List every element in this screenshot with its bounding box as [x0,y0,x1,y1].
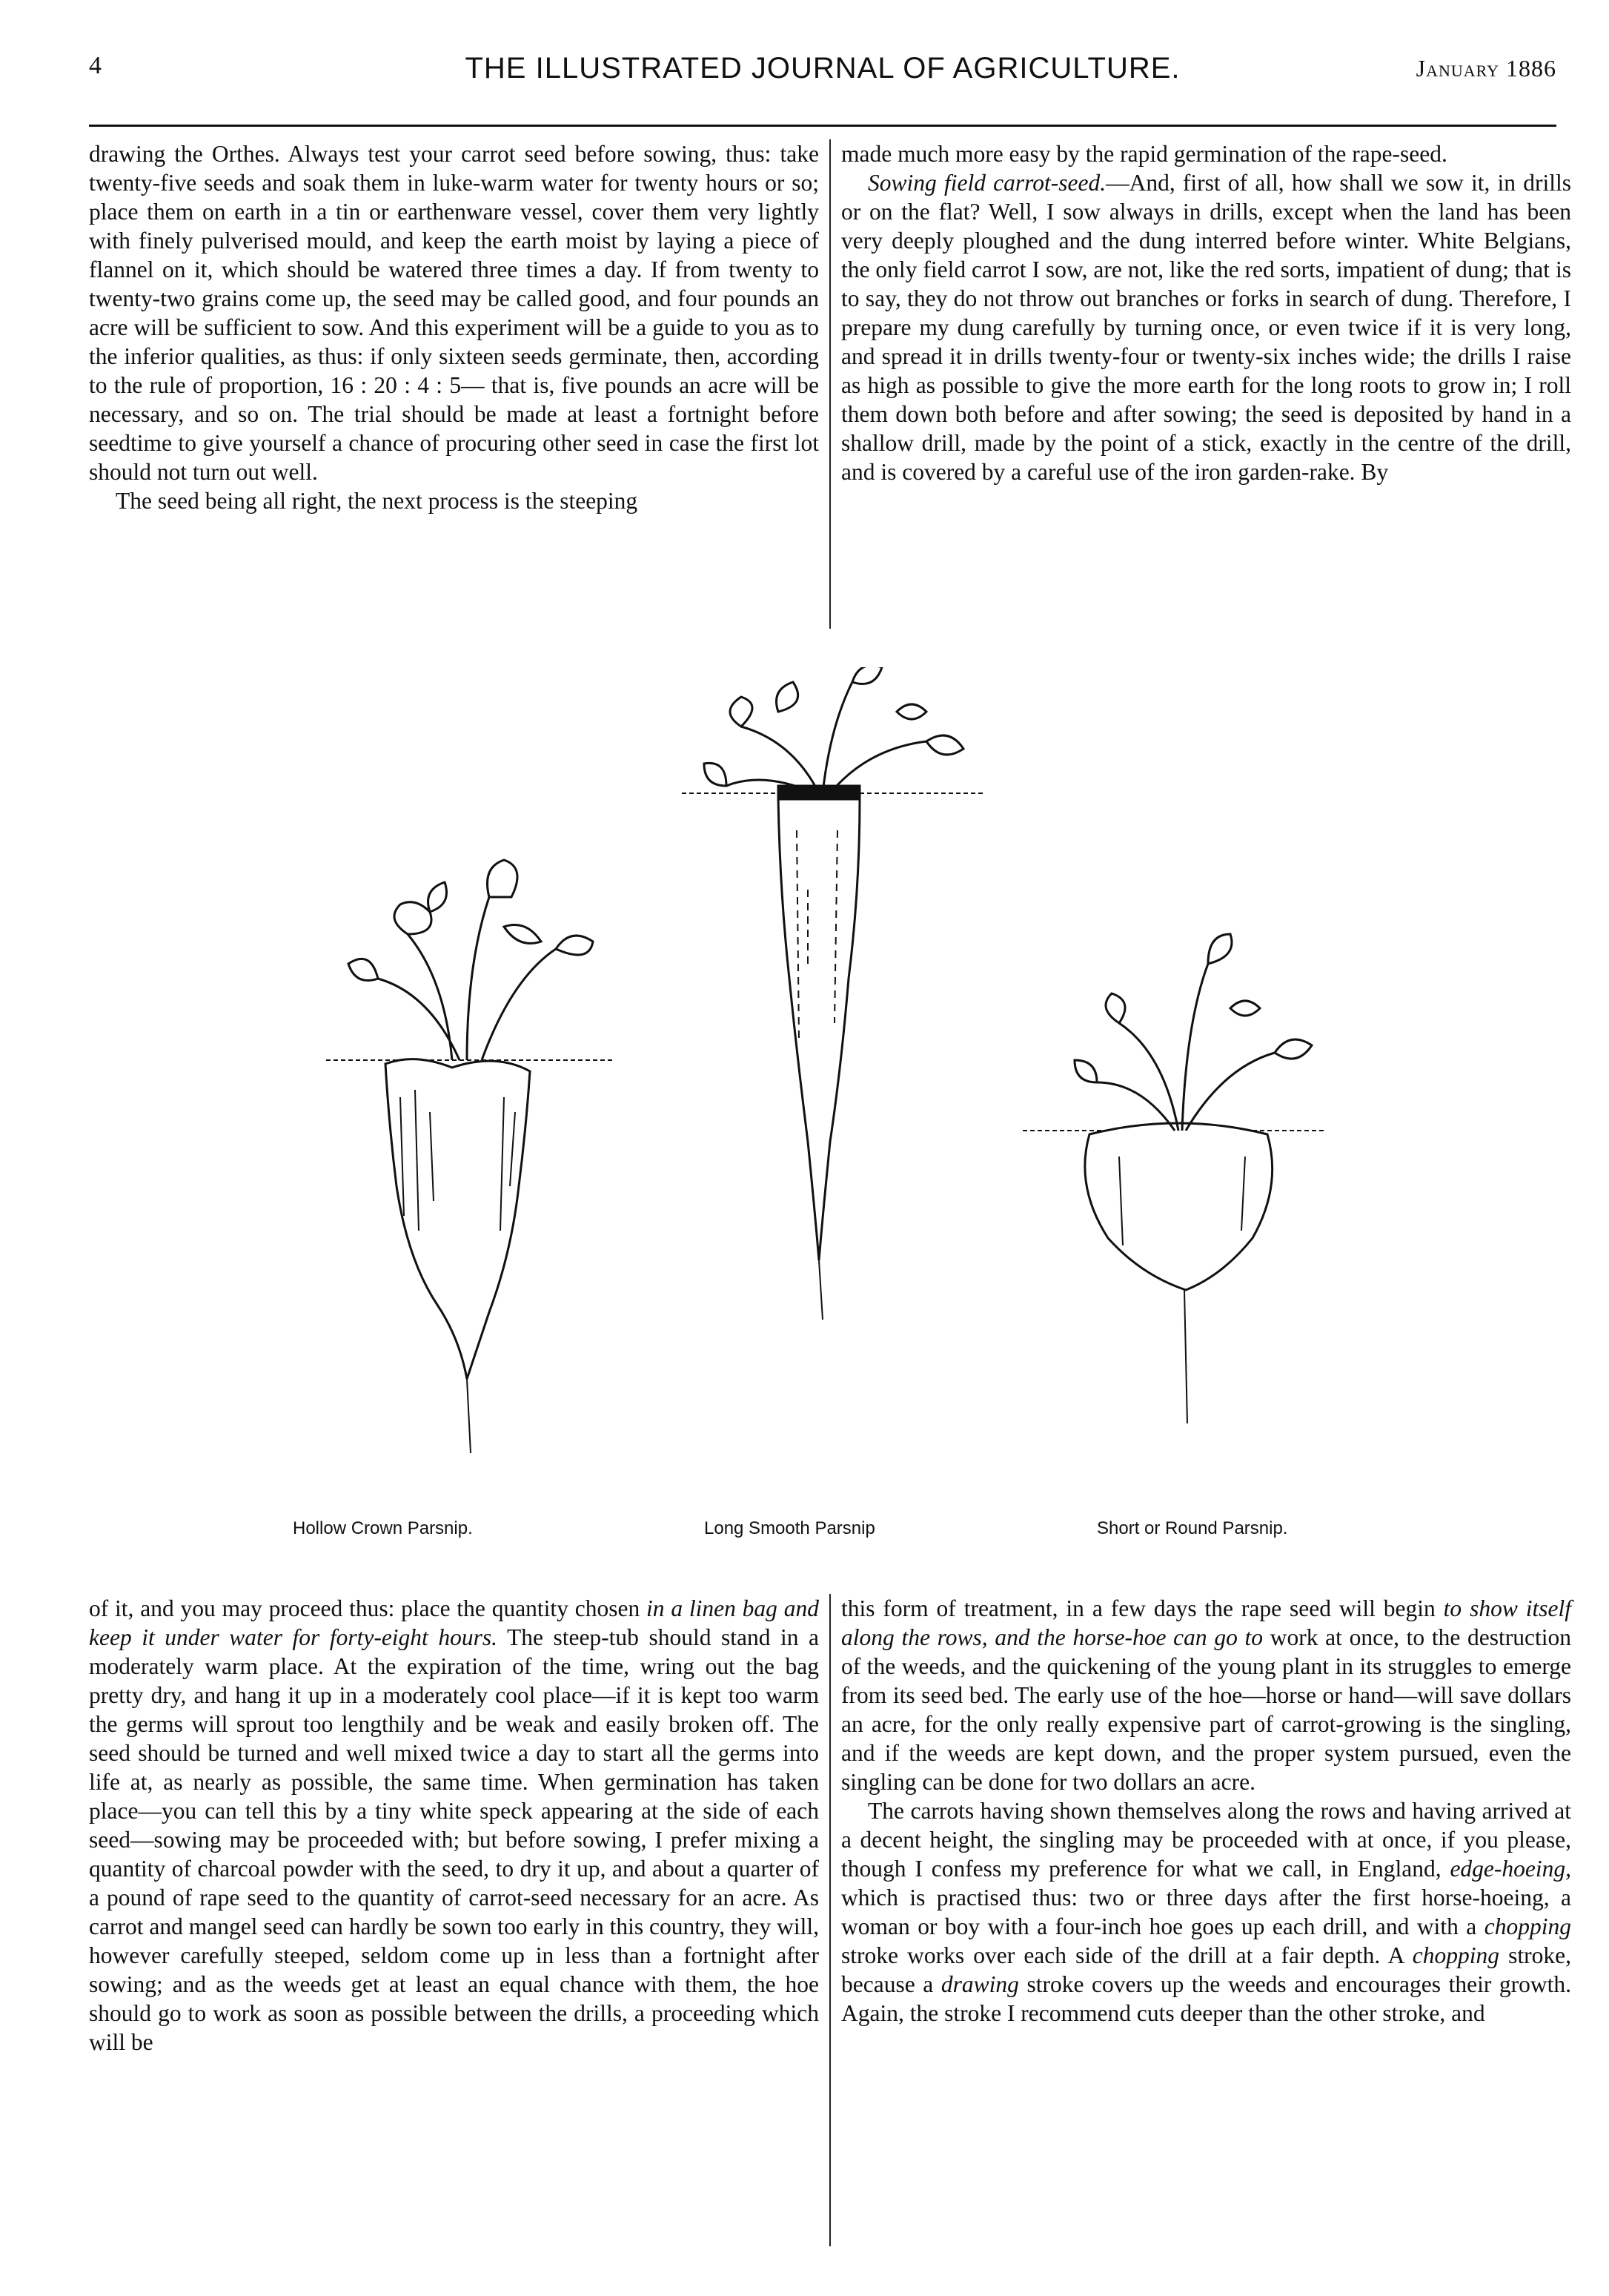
bottom-right-column [841,1594,1571,2028]
column-divider [829,1594,831,2246]
top-right-column [841,139,1571,486]
paragraph-text: which is practised thus: two or three days after the first horse-hoeing, a woman or boy with a four-inch hoe goes up each drill, and with a [841,1885,1571,1939]
caption-short-round: Short or Round Parsnip. [1097,1518,1288,1538]
short-round-parsnip-illustration [1023,934,1327,1423]
italic-text: edge-hoeing, [1450,1856,1571,1882]
paragraph [841,1796,1571,2028]
bottom-left-column [89,1594,819,2057]
italic-text: drawing [940,1971,1019,1997]
section-heading: Sowing field carrot-seed. [868,170,1107,196]
italic-text: in a linen bag and keep it under water for forty-eight hours. [89,1595,819,1650]
journal-title: THE ILLUSTRATED JOURNAL OF AGRICULTURE. [465,52,1181,85]
paragraph-text: work at once, to the destruction of the weeds, and the quickening of the young plant in its struggles to emerge from its seed bed. The early use of the hoe—horse or hand—will save dollars an acre, for the only really expensive part of carrot-growing is the singling, and if the weeds are kept down, and the proper system pursued, even the singling can be done for two dollars an acre. [841,1624,1572,1795]
paragraph-text: stroke works over each side of the drill at a fair depth. A [841,1942,1404,1968]
page-header [89,52,1556,96]
paragraph-text: —And, first of all, how shall we sow it, in drills or on the flat? Well, I sow always in drills, except when the land has been very deeply ploughed and the dung interred before winter. White Belgians, the only field carrot I sow, are not, like the red sorts, impatient of dung; that is to say, they do not throw out branches or forks in search of dung. Therefore, I prepare my dung carefully by turning once, or even twice if it is very long, and spread it in drills twenty-four or twenty-six inches wide; the drills I raise as high as possible to give the more earth for the long roots to grow in; I roll them down both before and after sowing; the seed is deposited by hand in a shallow drill, made by the point of a stick, exactly in the centre of the drill, and is covered by a careful use of the iron garden-rake. By [841,170,1572,485]
paragraph [89,1594,819,2057]
paragraph [841,168,1571,486]
italic-text: to show itself along the rows, and the horse-hoe can go to [841,1595,1571,1650]
hollow-crown-parsnip-illustration [326,860,615,1453]
paragraph-text: The carrots having shown themselves along the rows and having arrived at a decent height, the singling may be proceeded with at once, if you please, though I confess my preference for what we call, in England, [841,1798,1571,1882]
paragraph [841,1594,1571,1796]
italic-text: chopping [1484,1913,1571,1939]
paragraph-text: stroke covers up the weeds and encourages their growth. Again, the stroke I recommend cuts deeper than the other stroke, and [841,1971,1572,2026]
paragraph-text: stroke, because a [841,1942,1571,1997]
paragraph: drawing the Orthes. Always test your carrot seed before sowing, thus: take twenty-five seeds and soak them in luke-warm water for twenty hours or so; place them on earth in a tin or earthenware vessel, cover them very lightly with finely pulverised mould, and keep the earth moist by laying a piece of flannel on it, which should be watered three times a day. If from twenty to twenty-two grains come up, the seed may be called good, and four pounds an acre will be sufficient to sow. And this experiment will be a guide to you as to the inferior qualities, as thus: if only sixteen seeds germinate, then, according to the rule of proportion, 16 : 20 : 4 : 5— that is, five pounds an acre will be necessary, and so on. The trial should be made at least a fortnight before seedtime to give yourself a chance of procuring other seed in case the first lot should not turn out well. [89,141,819,485]
paragraph: The seed being all right, the next process is the steeping [116,488,638,514]
caption-long-smooth: Long Smooth Parsnip [704,1518,875,1538]
paragraph-text: this form of treatment, in a few days the rape seed will begin [841,1595,1436,1621]
long-smooth-parsnip-illustration [682,667,986,1320]
page-number: 4 [89,52,102,79]
caption-hollow-crown: Hollow Crown Parsnip. [293,1518,473,1538]
column-divider [829,139,831,629]
italic-text: chopping [1412,1942,1500,1968]
issue-date: January 1886 [1416,55,1556,82]
paragraph: made much more easy by the rapid germination of the rape-seed. [841,141,1447,167]
parsnip-illustrations [245,667,1379,1542]
paragraph-text: of it, and you may proceed thus: place the quantity chosen [89,1595,640,1621]
paragraph-text: The steep-tub should stand in a moderately warm place. At the expiration of the time, wring out the bag pretty dry, and hang it up in a moderately cool place—if it is kept too warm the germs will sprout too lengthily and be weak and easily broken off. The seed should be turned and well mixed twice a day to start all the germs into life at, as nearly as possible, the same time. When germination has taken place—you can tell this by a tiny white speck appearing at the side of each seed—sowing may be proceeded with; but before sowing, I prefer mixing a quantity of charcoal powder with the seed, to dry it up, and about a quarter of a pound of rape seed to the quantity of carrot-seed necessary for an acre. As carrot and mangel seed can hardly be sown too early in this country, they will, however carefully steeped, seldom come up in less than a fortnight after sowing; and as the weeds get at least an equal chance with them, the hoe should go to work as soon as possible between the drills, a proceeding which will be [89,1624,820,2055]
top-left-column [89,139,819,515]
header-rule [89,125,1556,127]
